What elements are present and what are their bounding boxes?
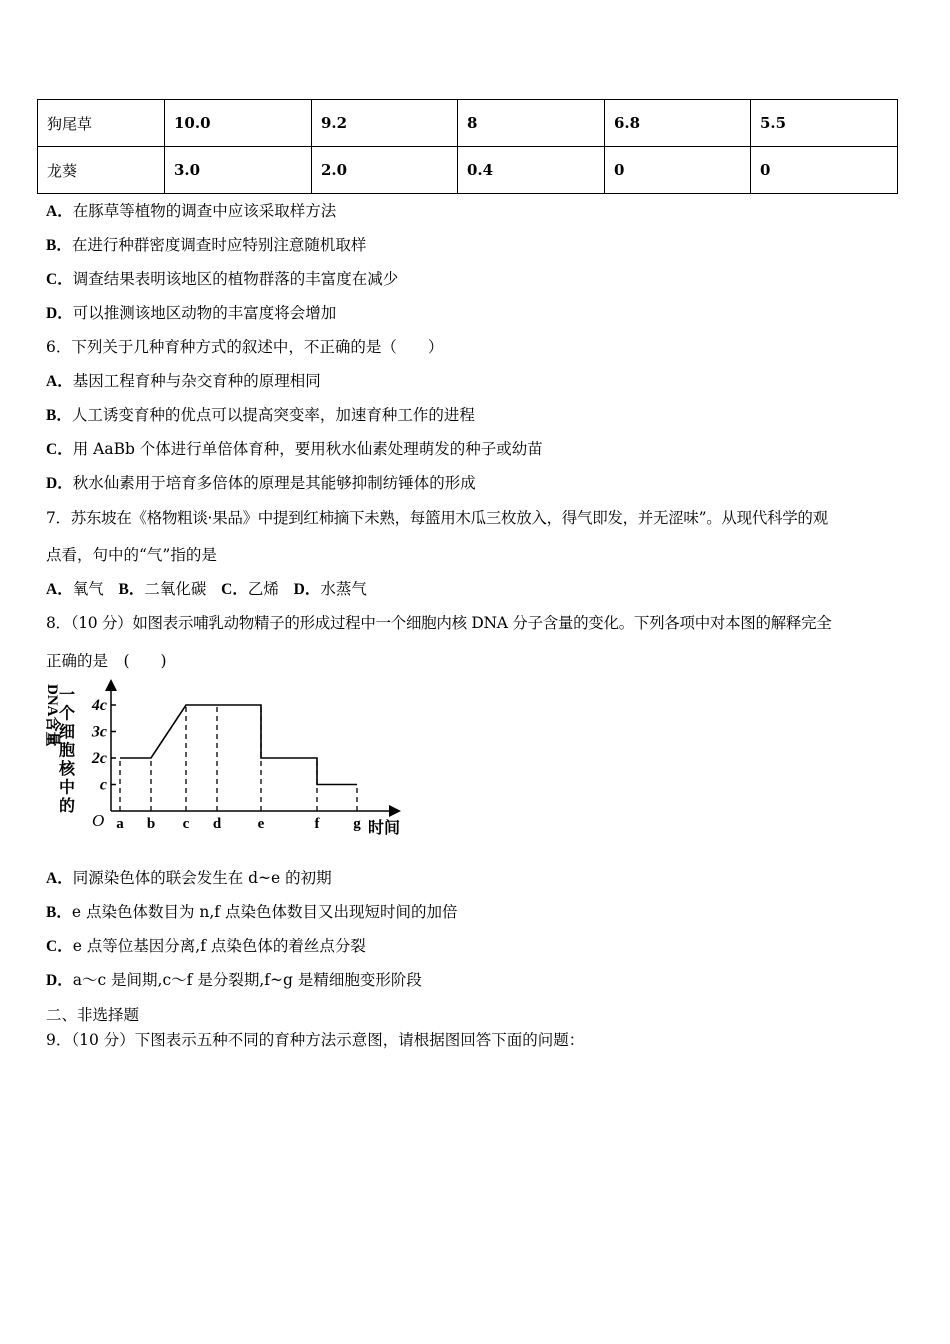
section-title: 二、非选择题 (46, 1006, 140, 1024)
table-row (38, 147, 898, 194)
table-row (38, 100, 898, 147)
y-tick-label: 4c (91, 697, 107, 714)
q7-options (46, 577, 367, 599)
table-cell: 2.0 (312, 147, 458, 194)
q8-option-d[interactable]: D．a〜c 是间期,c〜f 是分裂期,f~g 是精细胞变形阶段 (46, 971, 422, 989)
q6-option-a[interactable]: A．基因工程育种与杂交育种的原理相同 (46, 372, 321, 390)
y-label-char: 的 (58, 798, 76, 815)
x-tick-label: c (182, 816, 190, 832)
q7-option-a[interactable]: A．氧气 (46, 580, 104, 598)
q6-option-b[interactable]: B．人工诱变育种的优点可以提高突变率，加速育种工作的进程 (46, 406, 475, 424)
x-tick-label: a (116, 816, 124, 832)
table-cell: 5.5 (751, 100, 898, 147)
q6-option-c[interactable]: C．用 AaBb 个体进行单倍体育种，要用秋水仙素处理萌发的种子或幼苗 (46, 440, 543, 458)
y-label-char: 中 (58, 779, 76, 797)
y-label-char: 个 (58, 705, 76, 723)
q8-stem-line1: 8．（10 分）如图表示哺乳动物精子的形成过程中一个细胞内核 DNA 分子含量的变化。下列各项中对本图的解释完全 (46, 614, 832, 632)
q5-option-a[interactable]: A．在豚草等植物的调查中应该采取样方法 (46, 202, 337, 220)
table-cell: 9.2 (312, 100, 458, 147)
table-cell: 0 (751, 147, 898, 194)
x-tick-label: f (314, 816, 320, 832)
table-cell: 0.4 (458, 147, 605, 194)
y-tick-label: 2c (91, 750, 107, 767)
y-label-char: 一 (58, 687, 76, 704)
q7-option-c[interactable]: C．乙烯 (221, 580, 279, 598)
y-label-char: 胞 (58, 742, 76, 760)
species-density-table (37, 99, 898, 194)
q8-option-c[interactable]: C．e 点等位基因分离,f 点染色体的着丝点分裂 (46, 937, 366, 955)
q7-option-d[interactable]: D．水蒸气 (293, 580, 367, 598)
y-label-char: 核 (58, 761, 76, 778)
y-tick-label: c (99, 776, 107, 794)
q7-stem-line1: 7．苏东坡在《格物粗谈·果品》中提到红柿摘下未熟，每篮用木瓜三枚放入，得气即发，并无涩味”。从现代科学的观 (46, 509, 828, 527)
y-label-char: 细 (58, 724, 76, 741)
y-label-rotated: DNA含量 (44, 684, 60, 747)
q6-option-d[interactable]: D．秋水仙素用于培育多倍体的原理是其能够抑制纺锤体的形成 (46, 474, 476, 492)
y-label-col2 (44, 684, 62, 747)
q7-stem-line2: 点看，句中的“气”指的是 (46, 546, 217, 564)
x-tick-label: e (257, 816, 265, 832)
q8-stem-line2: 正确的是 ( ) (46, 652, 167, 670)
q6-stem: 6．下列关于几种育种方式的叙述中，不正确的是（ ） (46, 338, 444, 356)
dna-curve (120, 705, 357, 785)
table-cell: 0 (605, 147, 751, 194)
q7-option-b[interactable]: B．二氧化碳 (118, 580, 207, 598)
table-cell: 10.0 (165, 100, 312, 147)
x-tick-label: b (146, 816, 156, 832)
q5-option-c[interactable]: C．调查结果表明该地区的植物群落的丰富度在减少 (46, 270, 399, 288)
q5-option-d[interactable]: D．可以推测该地区动物的丰富度将会增加 (46, 304, 337, 322)
table-cell: 6.8 (605, 100, 751, 147)
y-tick-label: 3c (91, 723, 107, 741)
q8-option-a[interactable]: A．同源染色体的联会发生在 d~e 的初期 (46, 869, 332, 887)
q8-option-b[interactable]: B．e 点染色体数目为 n,f 点染色体数目又出现短时间的加倍 (46, 903, 458, 921)
table-cell: 3.0 (165, 147, 312, 194)
dna-content-graph (40, 678, 420, 840)
species-name: 龙葵 (38, 147, 165, 194)
x-tick-label: d (212, 816, 222, 832)
origin-label: O (92, 811, 105, 830)
x-axis-label: 时间 (368, 820, 401, 837)
q9-stem: 9．（10 分）下图表示五种不同的育种方法示意图，请根据图回答下面的问题： (46, 1031, 585, 1049)
x-tick-label: g (353, 816, 361, 832)
table-cell: 8 (458, 100, 605, 147)
species-name: 狗尾草 (38, 100, 165, 147)
q5-option-b[interactable]: B．在进行种群密度调查时应特别注意随机取样 (46, 236, 367, 254)
